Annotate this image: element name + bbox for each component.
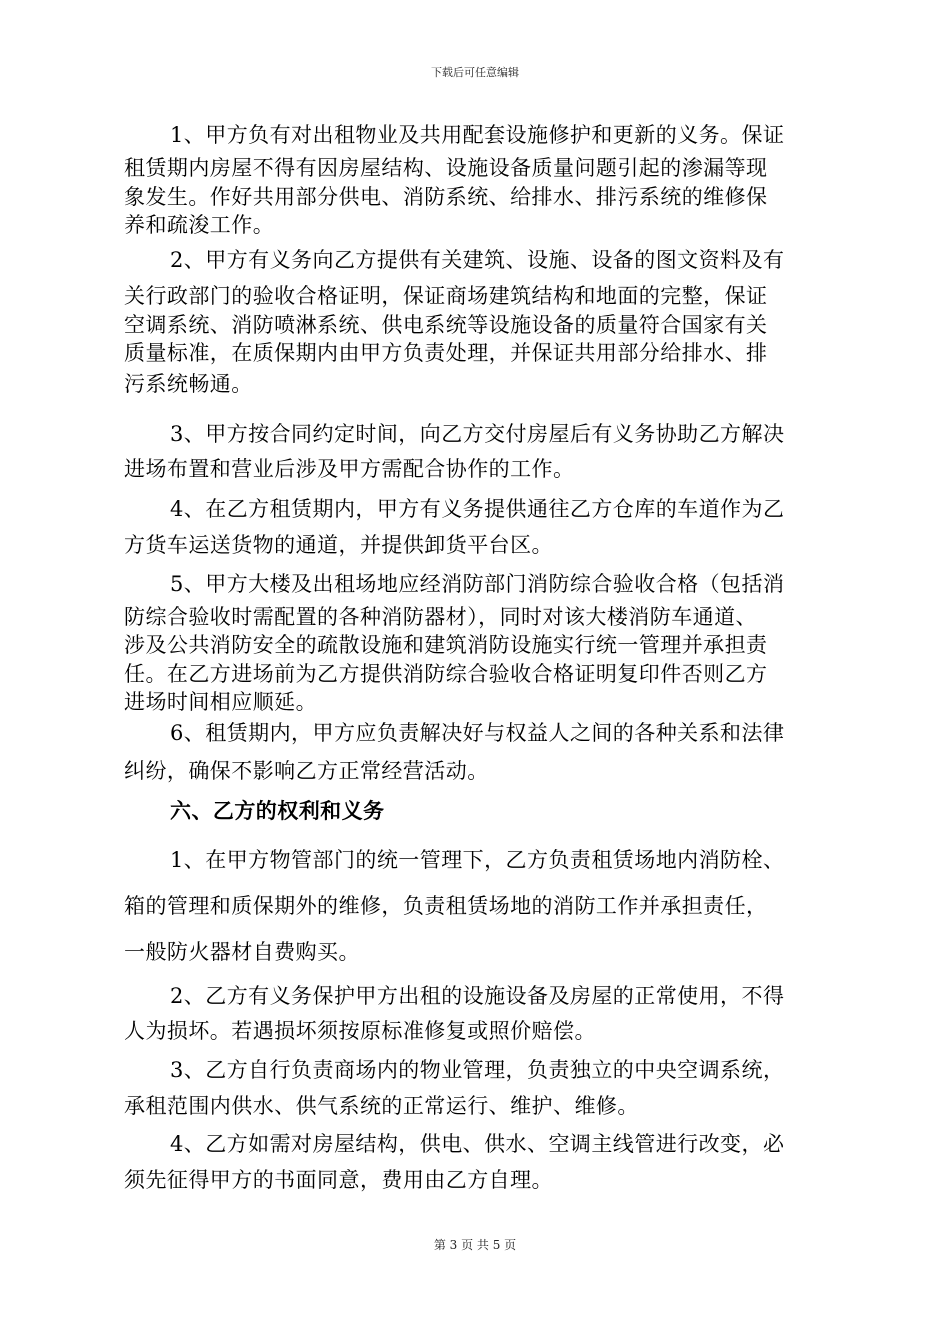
paragraph-line: 1、甲方负有对出租物业及共用配套设施修护和更新的义务。保证 [170, 123, 785, 147]
paragraph-line: 2、乙方有义务保护甲方出租的设施设备及房屋的正常使用，不得 [170, 984, 785, 1008]
paragraph-line: 关行政部门的验收合格证明，保证商场建筑结构和地面的完整，保证 [124, 284, 768, 308]
section-heading: 六、乙方的权利和义务 [170, 799, 385, 823]
paragraph-line: 6、租赁期内，甲方应负责解决好与权益人之间的各种关系和法律 [170, 721, 785, 745]
paragraph-line: 人为损坏。若遇损坏须按原标准修复或照价赔偿。 [124, 1019, 596, 1043]
paragraph-line: 须先征得甲方的书面同意，费用由乙方自理。 [124, 1168, 553, 1192]
paragraph-line: 防综合验收时需配置的各种消防器材），同时对该大楼消防车通道、 [124, 605, 757, 629]
paragraph-line: 2、甲方有义务向乙方提供有关建筑、设施、设备的图文资料及有 [170, 248, 785, 272]
paragraph-line: 进场布置和营业后涉及甲方需配合协作的工作。 [124, 457, 575, 481]
page-header: 下载后可任意编辑 [431, 66, 519, 79]
paragraph-line: 3、乙方自行负责商场内的物业管理，负责独立的中央空调系统， [170, 1058, 785, 1082]
paragraph-line: 4、乙方如需对房屋结构，供电、供水、空调主线管进行改变，必 [170, 1132, 785, 1156]
paragraph-line: 象发生。作好共用部分供电、消防系统、给排水、排污系统的维修保 [124, 185, 768, 209]
paragraph-line: 污系统畅通。 [124, 372, 253, 396]
paragraph-line: 涉及公共消防安全的疏散设施和建筑消防设施实行统一管理并承担责 [124, 633, 768, 657]
paragraph-line: 方货车运送货物的通道，并提供卸货平台区。 [124, 533, 553, 557]
paragraph-line: 租赁期内房屋不得有因房屋结构、设施设备质量问题引起的渗漏等现 [124, 156, 768, 180]
page-footer: 第 3 页 共 5 页 [433, 1238, 517, 1252]
paragraph-line: 质量标准，在质保期内由甲方负责处理，并保证共用部分给排水、排 [124, 341, 768, 365]
paragraph-line: 任。在乙方进场前为乙方提供消防综合验收合格证明复印件否则乙方 [124, 662, 768, 686]
paragraph-line: 3、甲方按合同约定时间，向乙方交付房屋后有义务协助乙方解决 [170, 422, 785, 446]
paragraph-line: 4、在乙方租赁期内，甲方有义务提供通往乙方仓库的车道作为乙 [170, 497, 785, 521]
paragraph-line: 承租范围内供水、供气系统的正常运行、维护、维修。 [124, 1094, 639, 1118]
paragraph-line: 进场时间相应顺延。 [124, 690, 318, 714]
paragraph-line: 1、在甲方物管部门的统一管理下，乙方负责租赁场地内消防栓、 [170, 848, 785, 872]
paragraph-line: 一般防火器材自费购买。 [124, 940, 360, 964]
paragraph-line: 养和疏浚工作。 [124, 213, 275, 237]
paragraph-line: 纠纷，确保不影响乙方正常经营活动。 [124, 759, 489, 783]
paragraph-line: 空调系统、消防喷淋系统、供电系统等设施设备的质量符合国家有关 [124, 313, 768, 337]
paragraph-line: 箱的管理和质保期外的维修，负责租赁场地的消防工作并承担责任， [124, 894, 768, 918]
paragraph-line: 5、甲方大楼及出租场地应经消防部门消防综合验收合格（包括消 [170, 572, 785, 596]
